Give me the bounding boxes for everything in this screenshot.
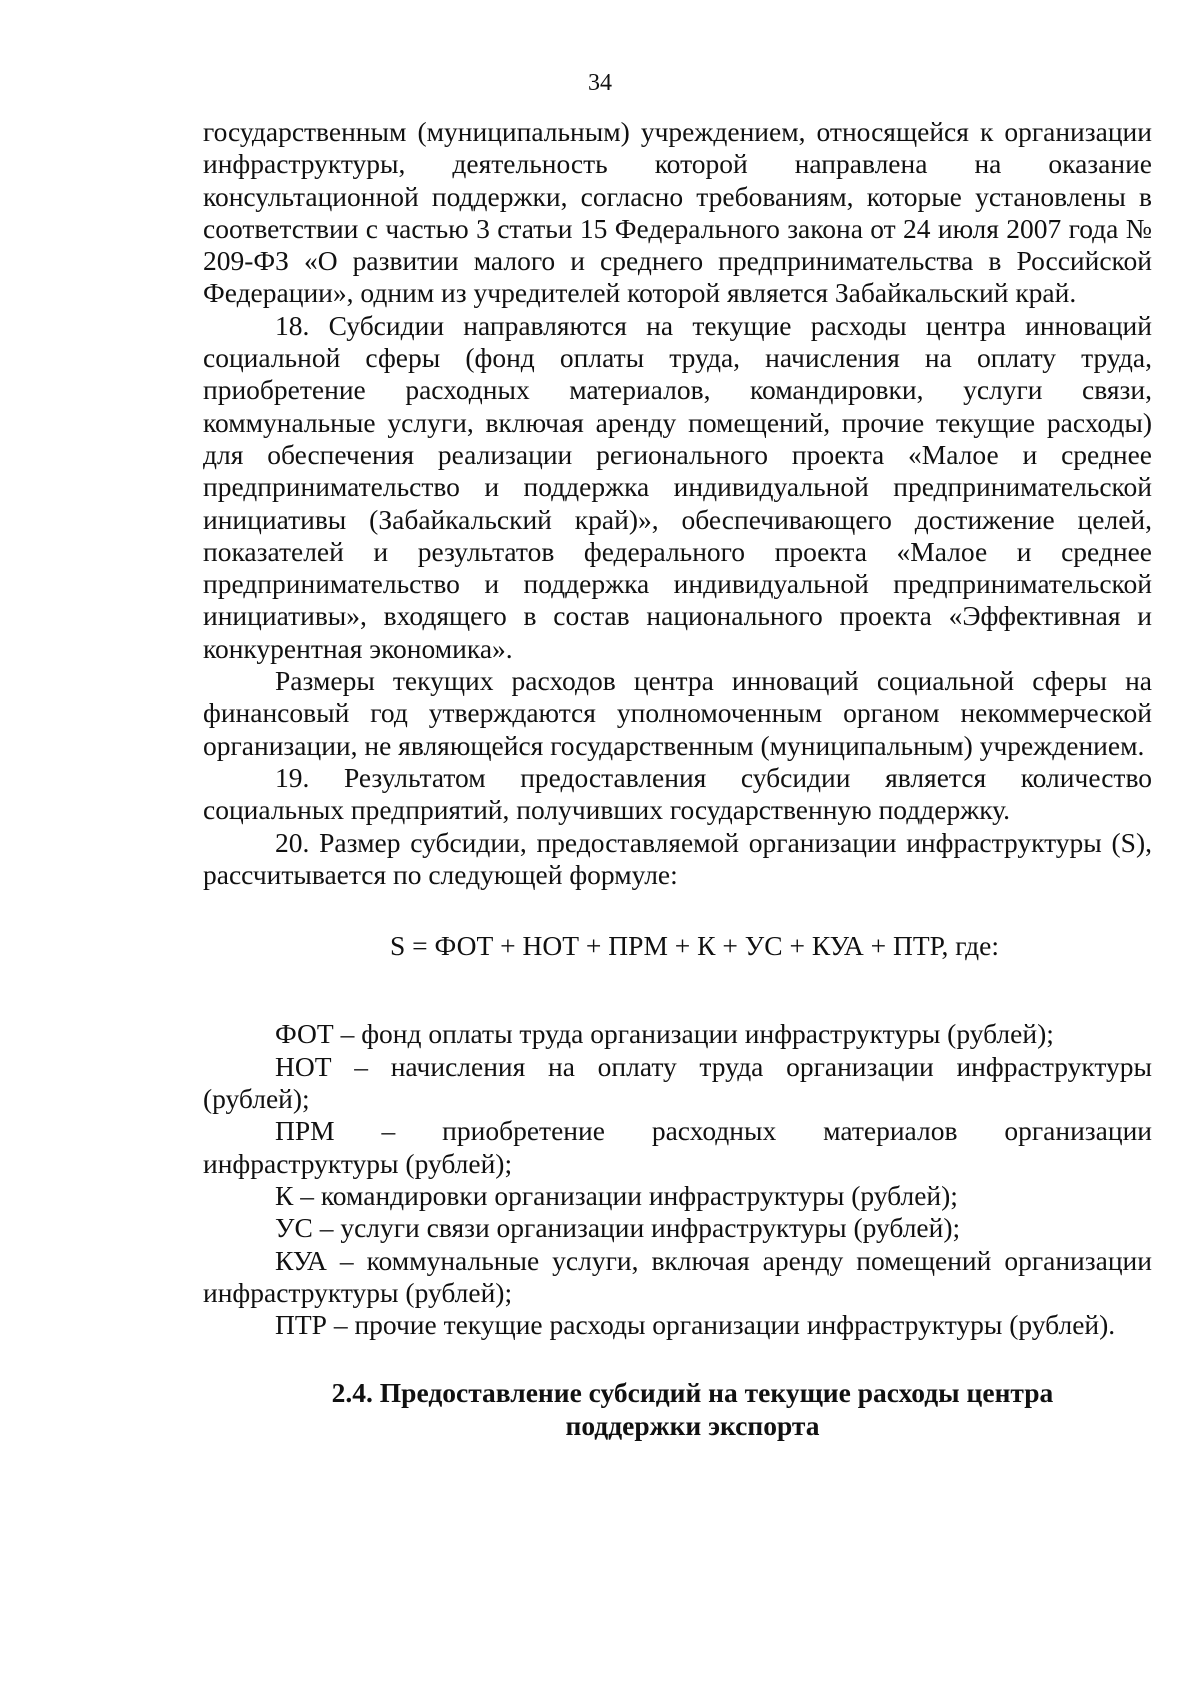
page-number: 34 — [588, 70, 612, 96]
section-heading — [203, 1377, 1152, 1442]
paragraph-18: 18. Субсидии направляются на текущие расходы центра инноваций социальной сферы (фонд оплаты труда, начисления на оплату труда, приобретение расходных материалов, командировки, услуги связи, коммунальные услуги, включая аренду помещений, прочие текущие расходы) для обеспечения реализации регионального проекта «Малое и среднее предпринимательство и поддержка индивидуальной предпринимательской инициативы (Забайкальский край)», обеспечивающего достижение целей, показателей и результатов федерального проекта «Малое и среднее предпринимательство и поддержка индивидуальной предпринимательской инициативы», входящего в состав национального проекта «Эффективная и конкурентная экономика». — [203, 309, 1152, 664]
section-heading-line-2: поддержки экспорта — [565, 1409, 820, 1441]
definition-not: НОТ – начисления на оплату труда организации инфраструктуры (рублей); — [203, 1050, 1152, 1115]
definition-us: УС – услуги связи организации инфраструктуры (рублей); — [275, 1212, 961, 1244]
definition-ptr: ПТР – прочие текущие расходы организации инфраструктуры (рублей). — [275, 1309, 1116, 1341]
definition-kua: КУА – коммунальные услуги, включая аренду помещений организации инфраструктуры (рублей); — [203, 1244, 1152, 1308]
paragraph-18-expense-sizes: Размеры текущих расходов центра инноваций социальной сферы на финансовый год утверждаются уполномоченным органом некоммерческой организации, не являющейся государственным (муниципальным) учреждением. — [203, 665, 1152, 761]
section-heading-line-1: 2.4. Предоставление субсидий на текущие расходы центра — [331, 1377, 1054, 1409]
definition-fot: ФОТ – фонд оплаты труда организации инфраструктуры (рублей); — [275, 1018, 1054, 1050]
paragraph-19: 19. Результатом предоставления субсидии является количество социальных предприятий, получивших государственную поддержку. — [203, 761, 1152, 826]
definition-k: К – командировки организации инфраструктуры (рублей); — [275, 1179, 958, 1211]
subsidy-formula: S = ФОТ + НОТ + ПРМ + К + УС + КУА + ПТР, где: — [390, 930, 999, 962]
definition-prm: ПРМ – приобретение расходных материалов организации инфраструктуры (рублей); — [203, 1115, 1152, 1179]
document-body — [203, 116, 1152, 1442]
paragraph-continuation: государственным (муниципальным) учреждением, относящейся к организации инфраструктуры, деятельность которой направлена на оказание консультационной поддержки, согласно требованиям, которые установлены в соответствии с частью 3 статьи 15 Федерального закона от 24 июля 2007 года № 209-ФЗ «О развитии малого и среднего предпринимательства в Российской Федерации», одним из учредителей которой является Забайкальский край. — [203, 116, 1152, 309]
paragraph-20: 20. Размер субсидии, предоставляемой организации инфраструктуры (S), рассчитывается по следующей формуле: — [203, 826, 1152, 890]
